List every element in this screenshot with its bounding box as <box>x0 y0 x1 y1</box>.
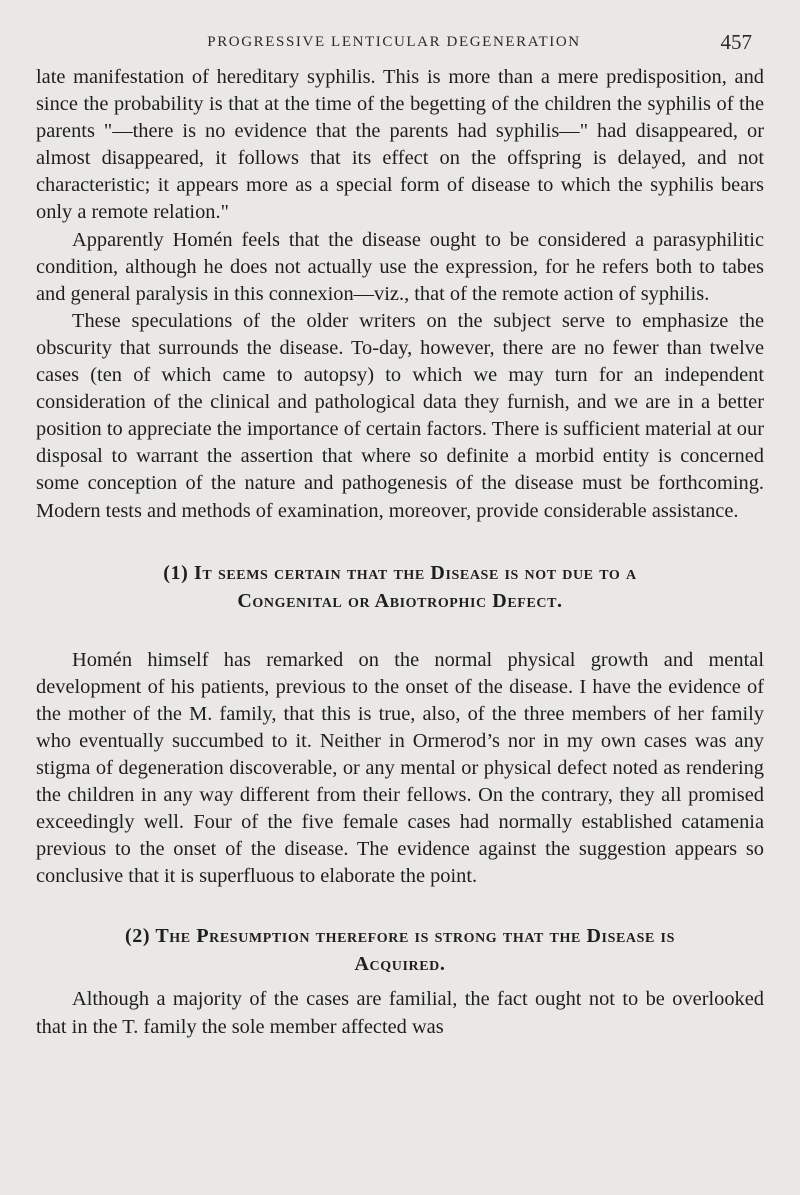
section-heading-2-line-2: Acquired. <box>354 953 446 976</box>
section-heading-1-line-2: Congenital or Abiotrophic Defect. <box>237 589 563 612</box>
body-text <box>36 64 764 1041</box>
paragraph-speculations: These speculations of the older writers on the subject serve to emphasize the obscurity that surrounds the disease. To-day, however, there are no fewer than twelve cases (ten of which came to autopsy) to which we may turn for an independent consideration of the clinical and pathological data they furnish, and we are in a better position to appreciate the importance of certain factors. There is sufficient material at our disposal to warrant the assertion that where so definite a morbid entity is concerned some conception of the nature and pathogenesis of the disease must be forthcoming. Modern tests and methods of examination, moreover, provide considerable assistance. <box>36 309 764 522</box>
paragraph-continued: late manifestation of hereditary syphilis. This is more than a mere predisposition, and since the probability is that at the time of the begetting of the children the syphilis of the parents "—there is no evidence that the parents had syphilis—" had disappeared, or almost disappeared, it follows that its effect on the offspring is delayed, and not characteristic; it appears more as a special form of disease to which the syphilis bears only a remote relation." <box>36 66 764 224</box>
paragraph-homen-parasyphilitic: Apparently Homén feels that the disease ought to be considered a parasyphilitic condition, although he does not actually use the expression, for he refers both to tabes and general paralysis in this connexion—viz., that of the remote action of syphilis. <box>36 228 764 305</box>
paragraph-section-1: Homén himself has remarked on the normal physical growth and mental development of his patients, previous to the onset of the disease. I have the evidence of the mother of the M. family, that this is true, also, of the three members of her family who eventually succumbed to it. Neither in Ormerod’s nor in my own cases was any stigma of degeneration discoverable, or any mental or physical defect noted as rendering the children in any way different from their fellows. On the contrary, they all promised exceedingly well. Four of the five female cases had normally established catamenia previous to the onset of the disease. The evidence against the suggestion appears so conclusive that it is superfluous to elaborate the point. <box>36 648 764 888</box>
page-number: 457 <box>720 30 752 54</box>
running-title: PROGRESSIVE LENTICULAR DEGENERATION <box>207 34 581 50</box>
section-heading-2 <box>36 922 764 978</box>
paragraph-section-2: Although a majority of the cases are familial, the fact ought not to be overlooked that in the T. family the sole member affected was <box>36 988 764 1038</box>
section-heading-2-line-1: (2) The Presumption therefore is strong that the Disease is <box>125 925 675 948</box>
running-head <box>36 30 752 54</box>
section-heading-1 <box>36 559 764 615</box>
section-heading-1-line-1: (1) It seems certain that the Disease is not due to a <box>163 561 637 584</box>
